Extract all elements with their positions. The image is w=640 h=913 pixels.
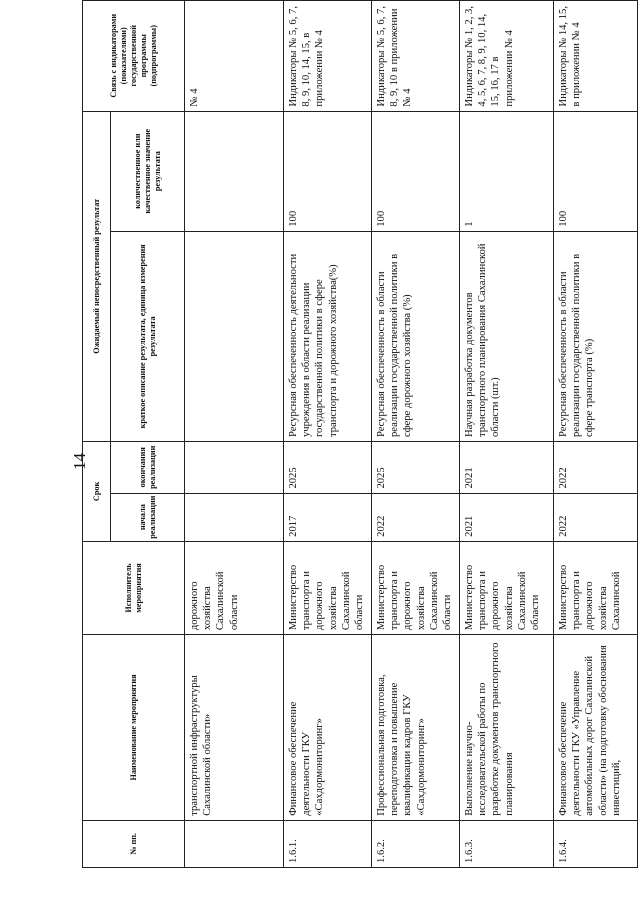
cell-start: 2022 [554, 493, 638, 541]
header-term-end: окончания реализации [111, 442, 185, 494]
header-result: Ожидаемый непосредственный результат [83, 111, 111, 441]
cell-end: 2025 [372, 442, 460, 494]
cell-num: 1.6.3. [460, 820, 554, 867]
header-term: Срок [83, 442, 111, 542]
cell-desc: Научная разработка документов транспортного планирования Сахалинской области (шт.) [460, 231, 554, 441]
cell-value: 100 [372, 111, 460, 231]
cell-executor: Министерство транспорта и дорожного хозяйства Сахалинской [554, 541, 638, 634]
cell-name: Профессиональная подготовка, переподготовка и повышение квалификации кадров ГКУ «Сахдормониторинг» [372, 635, 460, 821]
cell-executor: Министерство транспорта и дорожного хозяйства Сахалинской области [372, 541, 460, 634]
cell-desc: Ресурсная обеспеченность в области реализации государственной политики в сфере дорожного хозяйства (%) [372, 231, 460, 441]
cell-start: 2017 [284, 493, 372, 541]
cell-end [185, 442, 284, 494]
cell-executor: Министерство транспорта и дорожного хозяйства Сахалинской области [284, 541, 372, 634]
cell-name: Финансовое обеспечение деятельности ГКУ «Сахдормониторинг» [284, 635, 372, 821]
cell-desc: Ресурсная обеспеченность в области реализации государственной политики в сфере транспорта (%) [554, 231, 638, 441]
cell-value [185, 111, 284, 231]
header-row-1 [83, 1, 111, 868]
cell-indicators: Индикаторы № 1, 2, 3, 4, 5, 6, 7, 8, 9, 10, 14, 15, 16, 17 в приложении № 4 [460, 1, 554, 112]
cell-indicators: Индикаторы № 5, 6, 7, 8, 9, 10, 14, 15, в приложении № 4 [284, 1, 372, 112]
cell-executor: Министерство транспорта и дорожного хозяйства Сахалинской области [460, 541, 554, 634]
header-result-desc: краткое описание результата, единица измерения результата [111, 231, 185, 441]
cell-num: 1.6.4. [554, 820, 638, 867]
cell-start: 2021 [460, 493, 554, 541]
table-row [185, 1, 284, 868]
header-num: № пп. [83, 820, 185, 867]
table-row [372, 1, 460, 868]
table-row [554, 1, 638, 868]
cell-value: 100 [554, 111, 638, 231]
cell-desc [185, 231, 284, 441]
cell-start [185, 493, 284, 541]
header-result-value: количественное или качественное значение результата [111, 111, 185, 231]
header-indicators: Связь с индикаторами (показателями) государственной программы (подпрограммы) [83, 1, 185, 112]
cell-name: Выполнение научно-исследовательской работы по разработке документов транспортного планирования [460, 635, 554, 821]
header-term-start: начала реализации [111, 493, 185, 541]
cell-value: 1 [460, 111, 554, 231]
cell-end: 2025 [284, 442, 372, 494]
cell-name: транспортной инфраструктуры Сахалинской области» [185, 635, 284, 821]
header-name: Наименование мероприятия [83, 635, 185, 821]
table-row [460, 1, 554, 868]
cell-indicators: Индикаторы № 5, 6, 7, 8, 9, 10 в приложении № 4 [372, 1, 460, 112]
page-number: 14 [70, 453, 89, 470]
cell-indicators: Индикаторы № 14, 15, в приложении № 4 [554, 1, 638, 112]
table-row [284, 1, 372, 868]
cell-executor: дорожного хозяйства Сахалинской области [185, 541, 284, 634]
cell-end: 2022 [554, 442, 638, 494]
cell-name: Финансовое обеспечение деятельности ГКУ «Управление автомобильных дорог Сахалинской области» (на подготовку обоснования инвестиций, [554, 635, 638, 821]
cell-num [185, 820, 284, 867]
cell-num: 1.6.1. [284, 820, 372, 867]
header-executor: Исполнитель мероприятия [83, 541, 185, 634]
cell-indicators: № 4 [185, 1, 284, 112]
cell-end: 2021 [460, 442, 554, 494]
measures-table [82, 0, 638, 868]
cell-value: 100 [284, 111, 372, 231]
cell-desc: Ресурсная обеспеченность деятельности учреждения в области реализации государственной политики в сфере транспорта и дорожного хозяйства(%) [284, 231, 372, 441]
cell-num: 1.6.2. [372, 820, 460, 867]
cell-start: 2022 [372, 493, 460, 541]
